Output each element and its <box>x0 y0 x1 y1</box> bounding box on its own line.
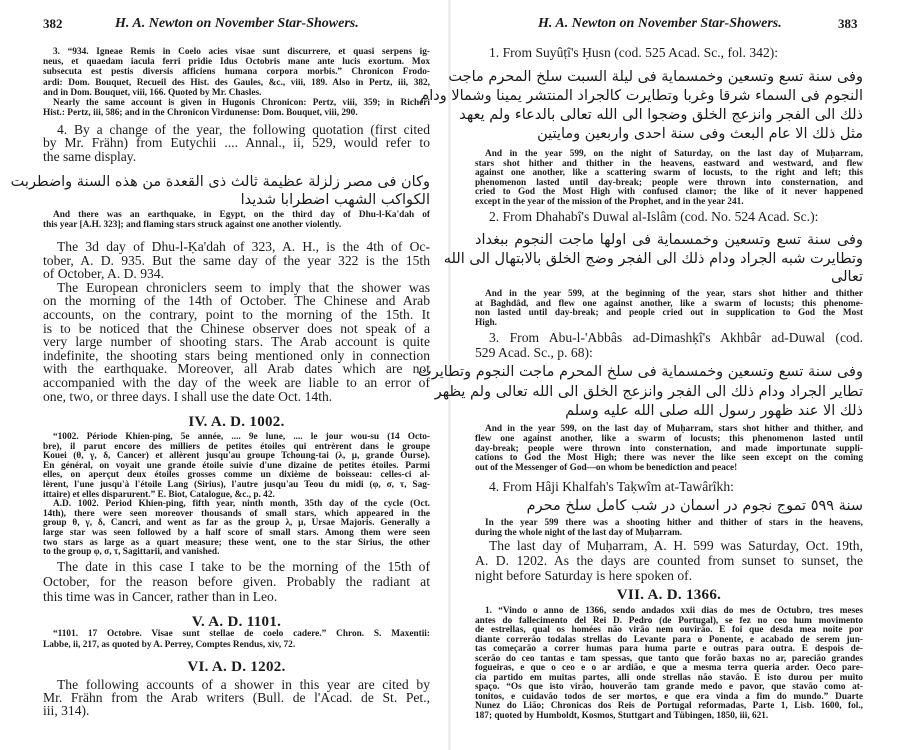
text-line: of October, A. D. 934. <box>43 266 165 282</box>
text-line: group θ, γ, δ, Cancri, and went as far as the group λ, μ, Ursae Majoris. Generally a <box>43 518 430 529</box>
text-line: is to be noticed that the Chinese observer does not speak of a <box>43 320 430 336</box>
text-line: de estrellas, qual os homées não virão nem ouvirão. E foi que desda mea noite por <box>475 625 863 636</box>
text-line: The following accounts of a shower in this year are cited by <box>57 677 430 692</box>
text-line: on the morning of the 14th of October. The Chinese and Arab <box>43 293 430 309</box>
text-line: accounts, on the contrary, point to the morning of the 15th. It <box>43 306 430 322</box>
paragraph-4 <box>43 123 430 163</box>
text-line: A. D. 1202. As the days are counted from sunset to sunset, the <box>475 553 863 568</box>
text-line: large star was seen followed by a half score of small stars. Among them were seen <box>43 527 430 538</box>
source-1-arabic <box>420 68 863 144</box>
text-line: against one another, like a scattering swarm of locusts, to the right and left; this <box>475 168 863 179</box>
text-line: 187; quoted by Humboldt, Kosmos, Stuttgart and Tübingen, 1850, iii, 621. <box>475 711 769 722</box>
text-line: وفى سنة تسع وتسعين وخمسماية فى سلخ المحرم ماجت النجوم وتطايرت <box>418 364 863 380</box>
text-line: وكان فى مصر زلزلة عظيمة ثالث ذى القعدة من هذه السنة واضطربت <box>10 174 430 190</box>
text-line: tober, A. D. 935. But the same day of the year 322 is the 15th <box>43 252 430 268</box>
text-line: by Mr. Frähn) from Eutychii .... Annal., ii, 529, would refer to <box>43 135 430 151</box>
text-line: Mr. Frähn from the Arab writers (Bull. de l'Acad. de St. Pet., <box>43 689 430 705</box>
text-line: night before Saturday is here spoken of. <box>475 568 693 583</box>
text-line: And in the year 599, on the night of Saturday, on the last day of Muḥarram, <box>485 149 863 159</box>
text-line: Nearly the same account is given in Hugonis Chronicon: Pertz, viii, 359; in Richeri <box>53 98 430 109</box>
text-line: non lasted until day-break; and people cried out in supplication to God the Most <box>475 308 863 318</box>
page-number: 383 <box>838 16 858 31</box>
text-line: The 3d day of Dhu-l-Ḳa'dah of 323, A. H., is the 4th of Oc- <box>57 239 430 254</box>
text-line: Hist.: Pertz, iii, 586; and in the Chronicon Virdunense: Dom. Bouquet, viii, 290. <box>43 108 358 119</box>
page-number: 382 <box>43 16 63 31</box>
text-line: elles, on aperçut deux étoiles grosses comme un dixième de boisseau: celles-ci al- <box>43 470 430 481</box>
text-line: and in Dom. Bouquet, viii, 166. Quoted by Mr. Chasles. <box>43 87 262 98</box>
paragraph-muharram-date <box>475 538 863 583</box>
text-line: phenomenon lasted until day-break; people were thrown into consternation, and <box>475 177 863 188</box>
running-head: H. A. Newton on November Star-Showers. <box>538 16 782 31</box>
text-line: ittaire) et elles disparurent.” E. Biot, Catalogue, &c., p. 42. <box>43 489 275 500</box>
section-heading-vii: VII. A. D. 1366. <box>616 587 722 603</box>
source-3-arabic <box>418 363 863 422</box>
text-line: fogueiras, e que o ceo e o ar ardião, e que a mesma terra queria arder. Oeco pare- <box>475 663 863 674</box>
text-line: الكواكب الشهب اضطرابا شديدا <box>240 192 430 208</box>
arabic-quotation-eutychius <box>10 173 430 209</box>
text-line: the same display. <box>43 148 137 164</box>
paragraph-1002-date <box>43 560 430 604</box>
source-2-arabic <box>443 231 863 287</box>
text-line: with the earthquake. Moreover, all Arab dates which are not <box>43 361 430 377</box>
source-2-translation <box>475 290 863 328</box>
text-line: Kouei (θ, γ, δ, Cancer) et allèrent jusqu'au groupe Tchoung-tai (λ, μ, grande Ourse). <box>43 451 430 462</box>
text-line: neus, et quaedam iacula ferri pridie Idus Octobris mane ante lucis exortum. Mox <box>43 57 430 68</box>
text-line: مثل ذلك الا عام البعث وفى سنة احدى واربعين ومايتين <box>537 126 863 142</box>
text-line: flew one against another, like a swarm of locusts; this phenomenon lasted until <box>475 433 863 444</box>
source-1-heading <box>475 46 863 60</box>
footnote-934 <box>43 47 430 118</box>
source-4-heading <box>475 480 863 494</box>
text-line: تعالى <box>831 269 863 285</box>
discussion-paragraphs <box>43 240 430 403</box>
text-line: 1. From Suyûṭî's Ḥusn (cod. 525 Acad. Sc., fol. 342): <box>489 45 779 60</box>
text-line: En général, on voyait une grande étoile suivie d'une dizaine de petites étoiles. Parmi <box>43 460 430 471</box>
text-line: 4. From Hâji Khalfah's Taḳwîm at-Tawârîkh: <box>489 479 734 494</box>
source-3-translation <box>475 425 863 474</box>
text-line: at Baghdâd, and flew one against another, like a swarm of locusts; this phenome- <box>475 298 863 309</box>
text-line: The European chroniclers seem to imply that the shower was <box>57 279 430 295</box>
text-line: 3. From Abu-l-'Abbâs ad-Dimashḳî's Akhbâr ad-Duwal (cod. <box>489 330 863 345</box>
text-line: Labbe, ii, 217, as quoted by A. Perrey, Comptes Rendus, xiv, 72. <box>43 639 296 650</box>
footnote-1366 <box>475 607 863 722</box>
text-line: In the year 599 there was a shooting hither and thither of stars in the heavens, <box>485 518 863 528</box>
text-line: وفى سنة تسع وتسعين وخمسماية فى اولها ماجت النجوم ببغداد <box>475 232 863 248</box>
text-line: antes do fallecimento del Rei D. Pedro (de Portugal), se fez no ceo hum movimento <box>475 615 863 626</box>
text-line: indefinite, the shooting stars being mentioned only in connection <box>43 347 430 363</box>
text-line: very large number of shooting stars. The Arab account is quite <box>43 334 430 350</box>
text-line: سنة ٥٩٩ تموج نجوم در اسمان در شب كامل سلخ محرم <box>526 498 863 514</box>
text-line: this year [A.H. 323]; and flaming stars struck against one another violently. <box>43 220 342 230</box>
text-line: “1002. Période Khien-ping, 5e année, .... 9e lune, .... le jour wou-su (14 Octo- <box>53 432 430 442</box>
text-line: two stars as large as a quart measure; these went, one to the star Sirius, the other <box>43 537 430 548</box>
text-line: spaço. “Os que isto virão, houverão tam grande medo e pavor, que stavão como at- <box>475 682 863 693</box>
footnote-1002 <box>43 433 430 558</box>
text-line: And there was an earthquake, in Egypt, on the third day of Dhu-l-Ka'dah of <box>53 210 430 220</box>
text-line: accompanied with the day of the week are liable to an error of <box>43 374 430 390</box>
source-3-heading <box>475 331 863 360</box>
text-line: Nunez do Lião; Chronicas dos Reis de Portugal reformadas, Parte 1, Lisb. 1600, fol., <box>475 701 863 712</box>
text-line: during the whole night of the last day of Muḥarram. <box>475 527 683 538</box>
text-line: And in the year 599, at the beginning of the year, stars shot hither and thither <box>485 289 863 299</box>
text-line: ذلك الى الفجر وانزعج الخلق وضجوا الى الله تعالى بالدعاء ولم يعهد <box>459 107 863 123</box>
text-line: lèrent, l'une jusqu'à l'étoile Lang (Sirius), l'autre jusqu'au Teou du midi (φ, σ, τ, Sag- <box>43 479 430 490</box>
text-line: stars shot hither and thither in the heavens, eastward and westward, and flew <box>475 158 863 169</box>
text-line: bre), il parut encore des milliers de petites étoiles qui entrèrent dans le groupe <box>43 441 430 452</box>
source-2-heading <box>475 210 863 224</box>
text-line: And in the year 599, on the last day of Muḥarram, stars shot hither and thither, and <box>485 424 863 434</box>
translation-eutychius <box>43 210 430 230</box>
text-line: 1. “Vindo o anno de 1366, sendo andados xxii dias do mes de Octubro, tres meses <box>485 606 863 616</box>
text-line: 529 Acad. Sc., p. 68): <box>475 344 593 360</box>
text-line: to the group φ, σ, τ, Sagittarii, and vanished. <box>43 547 220 558</box>
text-line: diante correrão todalas strellas do Levante para o Ponente, e acabado de serem jun- <box>475 634 863 645</box>
section-heading-iv: IV. A. D. 1002. <box>188 414 285 430</box>
text-line: day-break; people were thrown into consternation, and made importunate suppli- <box>475 443 863 454</box>
source-1-translation <box>475 150 863 208</box>
text-line: High. <box>475 317 497 328</box>
text-line: out of the Messenger of God—on whom be benediction and peace! <box>475 463 738 474</box>
text-line: tas começarão a correr humas para huma parte e outras para outra. E despois de- <box>475 644 863 655</box>
text-line: one, two, or three days. I shall use the date Oct. 14th. <box>43 388 333 404</box>
paragraph-1202 <box>43 679 430 717</box>
text-line: cried to God the Most High with confused clamor; the like of it never happened <box>475 187 863 198</box>
text-line: except in the year of the mission of the Prophet, and in the year 241. <box>475 196 744 207</box>
text-line: ذلك الا عند ظهور رسول الله صلى الله عليه وسلم <box>565 403 863 419</box>
text-line: النجوم فى السماء شرقا وغربا وتطايرت كالجراد المنتشر يمينا وشمالا ودام <box>420 88 863 104</box>
text-line: tonitos, e cuidavão todos de ser mortos, e que era vinda a fim do mundo.” Duarte <box>475 691 863 702</box>
text-line: scerão do ceo tantas e tam spessas, que tanto que forão baxas no ar, parecião grandes <box>475 653 863 664</box>
section-heading-v: V. A. D. 1101. <box>191 614 282 630</box>
text-line: 4. By a change of the year, the following quotation (first cited <box>57 122 430 137</box>
source-4-arabic <box>475 497 863 515</box>
text-line: this time was in Cancer, rather than in Leo. <box>43 588 278 604</box>
source-4-translation <box>475 519 863 538</box>
running-head: H. A. Newton on November Star-Showers. <box>115 16 359 31</box>
text-line: A.D. 1002. Period Khien-ping, fifth year, ninth month, 35th day of the cycle (Oct. <box>53 499 430 510</box>
text-line: “1101. 17 Octobre. Visae sunt stellae de coelo cadere.” Chron. S. Maxentii: <box>53 629 430 639</box>
text-line: cations to God the Most High; there was never the like seen except on the coming <box>475 453 863 464</box>
text-line: تطاير الجراد ودام ذلك الى الفجر وانزعج الخلق الى الله تعالى ولم يظهر <box>434 383 863 400</box>
text-line: The date in this case I take to be the morning of the 15th of <box>57 559 430 574</box>
right-page <box>418 0 900 750</box>
text-line: iii, 314). <box>43 702 90 718</box>
section-heading-vi: VI. A. D. 1202. <box>187 659 286 675</box>
text-line: 2. From Dhahabî's Duwal al-Islâm (cod. No. 524 Acad. Sc.): <box>489 209 819 224</box>
text-line: 14th), there were seen moreover thousands of small stars, which appeared in the <box>43 508 430 519</box>
text-line: cia partido em muitas partes, alli onde strellas não stavão. E isto durou per muito <box>475 672 863 683</box>
text-line: وتطايرت شبه الجراد ودام ذلك الى الفجر وضج الخلق بالابتهال الى الله <box>443 250 863 267</box>
text-line: subsecuta est pestis diversis afficiens humana corpora morbis.” Chronicon Frodo- <box>43 67 430 78</box>
text-line: وفى سنة تسع وتسعين وخمسماية فى ليلة السبت سلخ المحرم ماجت <box>448 69 863 85</box>
text-line: The last day of Muḥarram, A. H. 599 was Saturday, Oct. 19th, <box>489 538 863 553</box>
footnote-1101 <box>43 629 430 650</box>
text-line: 3. “934. Igneae Remis in Coelo acies visae sunt discurrere, et quasi serpens ig- <box>53 47 430 57</box>
text-line: ardi: Dom. Bouquet, Recueil des Hist. des Gaules, &c., viii, 189. Also in Pertz, iii, 382, <box>43 77 430 88</box>
text-line: October, for the reason before given. Probably the radiant at <box>43 573 430 589</box>
